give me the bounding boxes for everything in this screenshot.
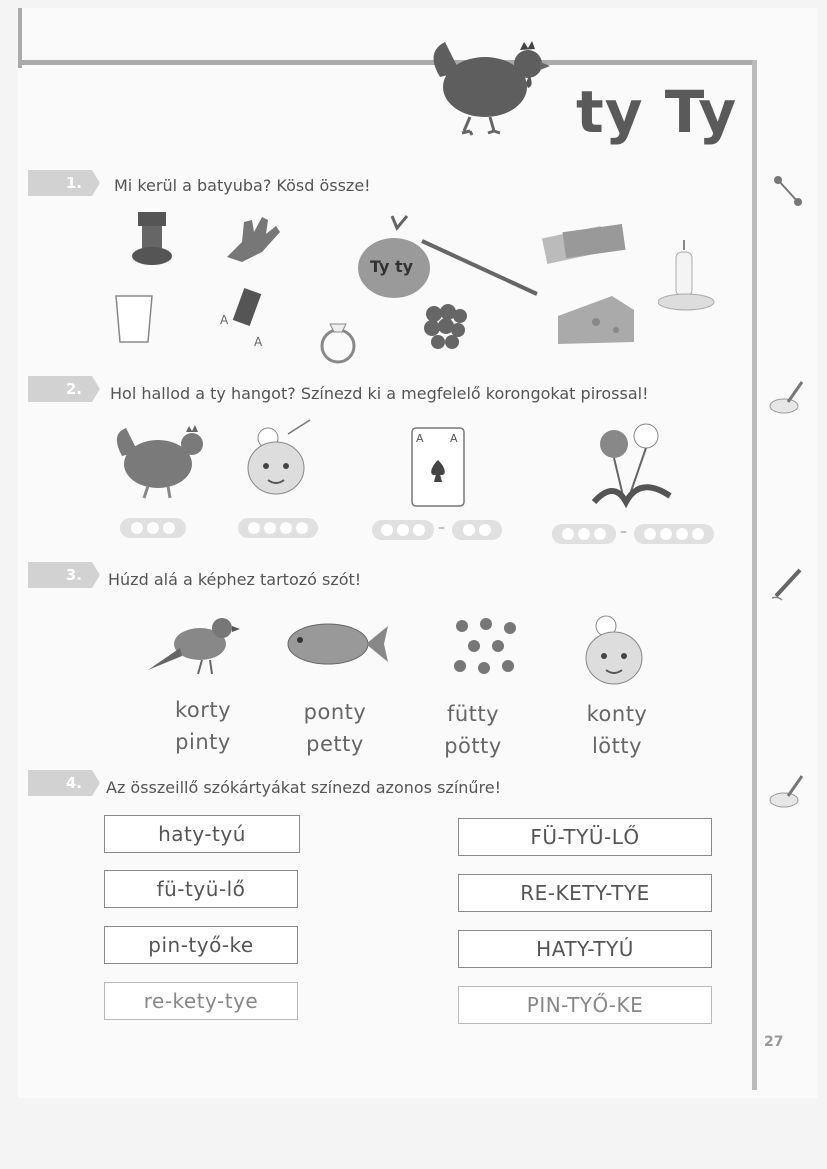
exercise-number-3: 3. (28, 562, 92, 588)
dots-icon (448, 616, 524, 678)
dash: – (438, 520, 445, 536)
word-option[interactable]: pötty (444, 734, 502, 758)
word-option[interactable]: petty (306, 732, 364, 756)
grandma-icon (240, 418, 316, 500)
paint-icon (768, 770, 808, 810)
exercise-number-4: 4. (28, 770, 92, 796)
word-card-left[interactable]: pin-tyő-ke (104, 926, 298, 964)
word-option[interactable]: fütty (446, 702, 500, 726)
word-option[interactable]: korty (174, 698, 232, 722)
word-card-left[interactable]: re-kety-tye (104, 982, 298, 1020)
syllable-discs-card-1[interactable] (372, 520, 434, 540)
syllable-discs-dandelion-2[interactable] (634, 524, 714, 544)
rook-icon (130, 208, 174, 268)
dandelion-icon (584, 420, 680, 510)
bag-label: Ty ty (370, 257, 414, 276)
ace-card-icon (410, 426, 466, 508)
glass-icon (112, 292, 156, 346)
syllable-discs-grandma[interactable] (238, 518, 318, 538)
syllable-discs-hen[interactable] (120, 518, 186, 538)
frame-left (18, 8, 22, 68)
exercise-number-2: 2. (28, 376, 92, 402)
bird-icon (146, 608, 240, 676)
word-card-right[interactable]: PIN-TYŐ-KE (458, 986, 712, 1024)
exercise4-instruction: Az összeillő szókártyákat színezd azonos színűre! (106, 778, 502, 797)
frame-top (18, 60, 756, 65)
pencil-icon (768, 564, 808, 604)
cheese-icon (556, 292, 636, 348)
word-option[interactable]: konty (586, 702, 648, 726)
word-option[interactable]: lötty (591, 734, 643, 758)
exercise3-instruction: Húzd alá a képhez tartozó szót! (108, 570, 362, 589)
word-card-right[interactable]: HATY-TYÚ (458, 930, 712, 968)
paint-icon (768, 376, 808, 416)
bundle-icon (352, 206, 542, 301)
syllable-discs-dandelion-1[interactable] (552, 524, 616, 544)
frame-right (752, 60, 757, 1090)
card-corner-label: A (450, 432, 458, 445)
dash: – (620, 524, 627, 540)
chocolate-icon (210, 284, 282, 354)
glove-icon (222, 212, 282, 264)
grapes-icon (420, 300, 472, 356)
page-title: ty Ty (576, 78, 738, 146)
fish-icon (280, 612, 390, 676)
ticket-icon (540, 220, 630, 270)
word-card-left[interactable]: fü-tyü-lő (104, 870, 298, 908)
svg-text:A: A (220, 313, 229, 327)
word-option[interactable]: ponty (303, 700, 367, 724)
card-corner-label: A (416, 432, 424, 445)
candle-icon (658, 238, 728, 314)
ring-icon (314, 310, 364, 366)
word-card-right[interactable]: RE-KETY-TYE (458, 874, 712, 912)
word-option[interactable]: pinty (175, 730, 231, 754)
word-card-right[interactable]: FÜ-TYÜ-LŐ (458, 818, 712, 856)
exercise2-instruction: Hol hallod a ty hangot? Színezd ki a megfelelő korongokat pirossal! (110, 384, 649, 403)
exercise1-instruction: Mi kerül a batyuba? Kösd össze! (114, 176, 371, 195)
hen-icon (420, 32, 560, 142)
svg-text:A: A (254, 335, 263, 349)
hen-icon (108, 420, 212, 506)
exercise-number-1: 1. (28, 170, 92, 196)
grandma-icon (576, 608, 652, 690)
page-number: 27 (764, 1034, 784, 1050)
connect-icon (768, 170, 808, 210)
syllable-discs-card-2[interactable] (452, 520, 502, 540)
word-card-left[interactable]: haty-tyú (104, 815, 300, 853)
